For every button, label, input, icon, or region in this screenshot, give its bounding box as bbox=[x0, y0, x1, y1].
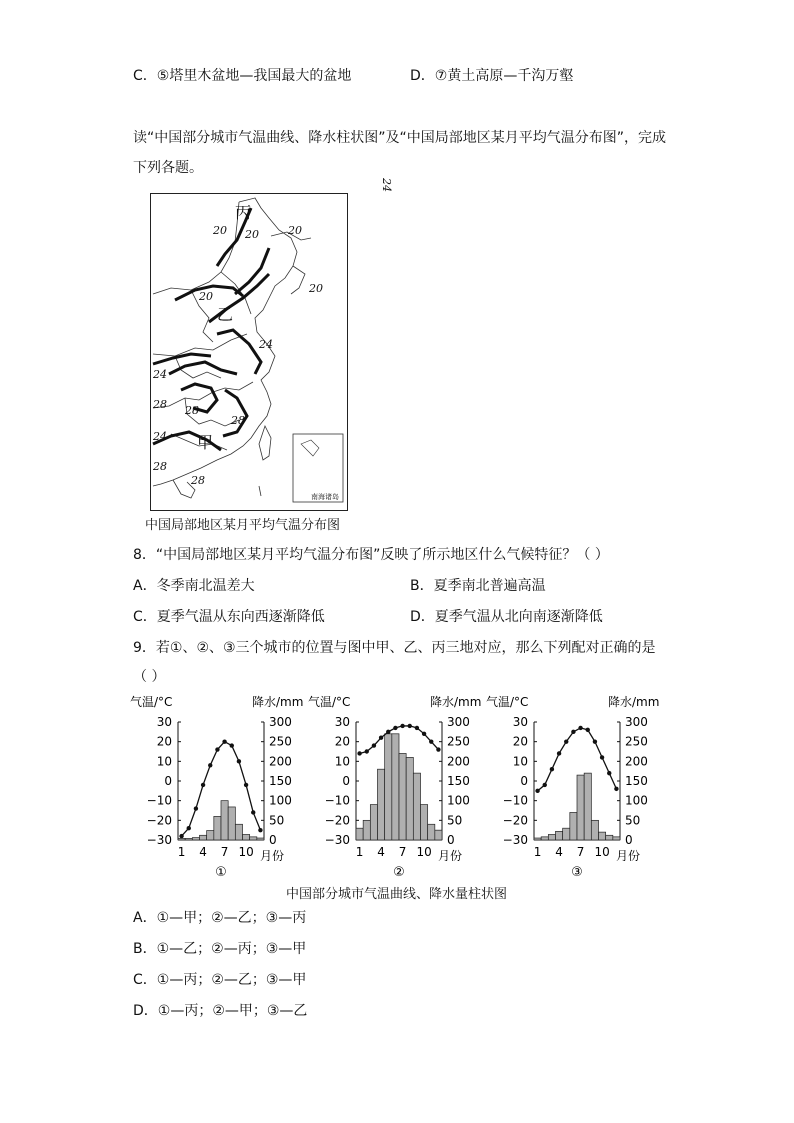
iso-label-28a: 28 bbox=[153, 398, 167, 411]
tick-label-left: −10 bbox=[324, 793, 350, 808]
temperature-point bbox=[550, 767, 554, 771]
precipitation-bar bbox=[556, 831, 563, 840]
temperature-point bbox=[614, 787, 618, 791]
x-tick-label: 4 bbox=[377, 845, 385, 859]
precipitation-bar bbox=[356, 828, 363, 840]
temperature-point bbox=[201, 783, 205, 787]
precipitation-bar bbox=[591, 820, 598, 840]
tick-label-right: 100 bbox=[625, 793, 648, 808]
temperature-point bbox=[372, 743, 376, 747]
y-axis-label-right: 降水/mm bbox=[252, 695, 304, 709]
precipitation-bar bbox=[200, 835, 207, 840]
tick-label-right: 250 bbox=[625, 734, 648, 749]
x-axis-label: 月份 bbox=[616, 849, 641, 863]
precipitation-bar bbox=[207, 831, 214, 840]
precipitation-bar bbox=[584, 773, 591, 840]
map-outline bbox=[153, 198, 311, 498]
q9-option-c: C．①—丙；②—乙；③—甲 bbox=[133, 972, 307, 988]
precipitation-bar bbox=[228, 807, 235, 840]
precipitation-bar bbox=[185, 838, 192, 840]
q8-stem: 8．“中国局部地区某月平均气温分布图”反映了所示地区什么气候特征？（ ） bbox=[133, 547, 609, 563]
tick-label-right: 100 bbox=[447, 793, 470, 808]
tick-label-left: 20 bbox=[334, 734, 350, 749]
iso-label-28b: 28 bbox=[185, 404, 199, 417]
tick-label-right: 50 bbox=[625, 813, 641, 828]
tick-label-right: 300 bbox=[447, 715, 470, 729]
tick-label-left: −30 bbox=[324, 833, 350, 847]
tick-label-right: 50 bbox=[447, 813, 463, 828]
y-axis-label-left: 气温/°C bbox=[486, 695, 529, 709]
temperature-point bbox=[415, 726, 419, 730]
x-tick-label: 1 bbox=[355, 845, 364, 859]
tick-label-left: 0 bbox=[164, 774, 172, 788]
temperature-point bbox=[422, 732, 426, 736]
precipitation-bar bbox=[370, 805, 377, 840]
tick-label-right: 150 bbox=[269, 774, 292, 788]
tick-label-right: 0 bbox=[447, 833, 455, 847]
temperature-point bbox=[258, 828, 262, 832]
precipitation-bar bbox=[613, 837, 620, 840]
tick-label-left: 30 bbox=[334, 715, 350, 729]
chart-number-label: ② bbox=[393, 865, 405, 880]
tick-label-left: −20 bbox=[324, 813, 350, 828]
precipitation-bar bbox=[399, 753, 406, 840]
y-axis-label-left: 气温/°C bbox=[308, 695, 351, 709]
iso-label-28e: 28 bbox=[191, 474, 205, 487]
temperature-point bbox=[564, 739, 568, 743]
x-tick-label: 7 bbox=[576, 845, 585, 859]
temperature-point bbox=[393, 726, 397, 730]
temperature-point bbox=[379, 736, 383, 740]
tick-label-right: 150 bbox=[447, 774, 470, 788]
x-tick-label: 10 bbox=[238, 845, 254, 859]
precipitation-bar bbox=[606, 835, 613, 840]
tick-label-left: −30 bbox=[502, 833, 528, 847]
precipitation-bar bbox=[435, 830, 442, 840]
precipitation-bar bbox=[541, 837, 548, 840]
iso-label-24d: 24 bbox=[153, 430, 167, 443]
iso-label-20c: 20 bbox=[288, 224, 302, 237]
temperature-distribution-map bbox=[150, 178, 393, 511]
intro-line-2: 下列各题。 bbox=[133, 160, 203, 176]
x-axis-label: 月份 bbox=[438, 849, 463, 863]
temperature-point bbox=[429, 739, 433, 743]
temperature-point bbox=[194, 806, 198, 810]
tick-label-left: 10 bbox=[156, 754, 172, 769]
temperature-point bbox=[557, 751, 561, 755]
temperature-point bbox=[586, 728, 590, 732]
temperature-point bbox=[543, 783, 547, 787]
temperature-point bbox=[386, 730, 390, 734]
iso-label-20e: 20 bbox=[199, 290, 213, 303]
map-drawing bbox=[151, 178, 393, 510]
tick-label-left: 10 bbox=[334, 754, 350, 769]
iso-label-24c: 24 bbox=[380, 178, 393, 192]
x-tick-label: 1 bbox=[177, 845, 186, 859]
precipitation-bar bbox=[214, 816, 221, 840]
precipitation-bar bbox=[563, 828, 570, 840]
temperature-point bbox=[578, 726, 582, 730]
isotherms bbox=[153, 208, 269, 450]
temperature-point bbox=[571, 730, 575, 734]
temperature-point bbox=[593, 739, 597, 743]
precipitation-bar bbox=[378, 769, 385, 840]
temperature-point bbox=[607, 771, 611, 775]
precipitation-bar bbox=[235, 824, 242, 840]
chart-number-label: ③ bbox=[571, 865, 583, 880]
x-tick-label: 7 bbox=[398, 845, 407, 859]
intro-line-1: 读“中国部分城市气温曲线、降水柱状图”及“中国局部地区某月平均气温分布图”，完成 bbox=[133, 130, 667, 146]
q8-option-a: A．冬季南北温差大 bbox=[133, 578, 255, 594]
precipitation-bar bbox=[548, 834, 555, 840]
precipitation-bar bbox=[421, 805, 428, 840]
tick-label-left: −20 bbox=[502, 813, 528, 828]
precipitation-bar bbox=[363, 820, 370, 840]
iso-label-20a: 20 bbox=[213, 224, 227, 237]
y-axis-label-right: 降水/mm bbox=[430, 695, 482, 709]
temperature-point bbox=[215, 747, 219, 751]
precipitation-bar bbox=[192, 838, 199, 840]
x-tick-label: 10 bbox=[594, 845, 610, 859]
tick-label-left: 0 bbox=[342, 774, 350, 788]
south-china-sea-inset bbox=[293, 434, 343, 502]
x-tick-label: 10 bbox=[416, 845, 432, 859]
iso-label-24a: 24 bbox=[259, 338, 273, 351]
precipitation-bar bbox=[178, 838, 185, 840]
precipitation-bar bbox=[221, 801, 228, 840]
map-label-bing: 丙 bbox=[235, 203, 252, 222]
prev-option-d: D．⑦黄土高原—千沟万壑 bbox=[410, 68, 574, 84]
temperature-point bbox=[408, 724, 412, 728]
q8-option-d: D．夏季气温从北向南逐渐降低 bbox=[410, 609, 603, 625]
q8-option-b: B．夏季南北普遍高温 bbox=[410, 578, 546, 594]
tick-label-left: 20 bbox=[512, 734, 528, 749]
temperature-point bbox=[357, 751, 361, 755]
q9-option-b: B．①—乙；②—丙；③—甲 bbox=[133, 941, 307, 957]
temperature-point bbox=[179, 834, 183, 838]
tick-label-left: 0 bbox=[520, 774, 528, 788]
iso-label-28d: 28 bbox=[153, 460, 167, 473]
temperature-point bbox=[436, 747, 440, 751]
map-caption: 中国局部地区某月平均气温分布图 bbox=[145, 518, 341, 533]
tick-label-right: 200 bbox=[447, 754, 470, 769]
precipitation-bar bbox=[534, 838, 541, 840]
iso-label-20b: 20 bbox=[245, 228, 259, 241]
tick-label-left: −30 bbox=[146, 833, 172, 847]
precipitation-bar bbox=[385, 734, 392, 840]
precipitation-bar bbox=[413, 773, 420, 840]
q9-option-a: A．①—甲；②—乙；③—丙 bbox=[133, 910, 307, 926]
y-axis-label-right: 降水/mm bbox=[608, 695, 660, 709]
temperature-point bbox=[251, 810, 255, 814]
tick-label-right: 150 bbox=[625, 774, 648, 788]
temperature-point bbox=[400, 724, 404, 728]
prev-option-c: C．⑤塔里木盆地—我国最大的盆地 bbox=[133, 68, 352, 84]
temperature-point bbox=[244, 783, 248, 787]
temperature-point bbox=[535, 789, 539, 793]
x-tick-label: 4 bbox=[199, 845, 207, 859]
iso-label-20d: 20 bbox=[309, 282, 323, 295]
tick-label-right: 300 bbox=[625, 715, 648, 729]
precipitation-bar bbox=[599, 832, 606, 840]
x-axis-label: 月份 bbox=[260, 849, 285, 863]
temperature-point bbox=[600, 755, 604, 759]
tick-label-right: 250 bbox=[447, 734, 470, 749]
precipitation-bar bbox=[406, 757, 413, 840]
map-label-yi: 乙 bbox=[217, 305, 234, 324]
precipitation-bar bbox=[577, 775, 584, 840]
y-axis-label-left: 气温/°C bbox=[130, 695, 173, 709]
chart-number-label: ① bbox=[215, 865, 227, 880]
inset-label: 南海诸岛 bbox=[311, 493, 339, 501]
tick-label-left: 20 bbox=[156, 734, 172, 749]
temperature-point bbox=[365, 749, 369, 753]
temperature-point bbox=[208, 763, 212, 767]
x-tick-label: 1 bbox=[533, 845, 542, 859]
charts-caption: 中国部分城市气温曲线、降水量柱状图 bbox=[286, 887, 508, 902]
iso-label-28c: 28 bbox=[231, 414, 245, 427]
temperature-point bbox=[230, 743, 234, 747]
tick-label-left: −20 bbox=[146, 813, 172, 828]
precipitation-bar bbox=[570, 812, 577, 840]
tick-label-left: 30 bbox=[156, 715, 172, 729]
tick-label-left: −10 bbox=[146, 793, 172, 808]
tick-label-left: 10 bbox=[512, 754, 528, 769]
tick-label-left: −10 bbox=[502, 793, 528, 808]
tick-label-right: 200 bbox=[269, 754, 292, 769]
q9-option-d: D．①—丙；②—甲；③—乙 bbox=[133, 1003, 308, 1019]
tick-label-right: 200 bbox=[625, 754, 648, 769]
precipitation-bar bbox=[250, 837, 257, 840]
q9-stem-bracket: （ ） bbox=[133, 669, 166, 685]
x-tick-label: 7 bbox=[220, 845, 229, 859]
q9-stem: 9．若①、②、③三个城市的位置与图中甲、乙、丙三地对应，那么下列配对正确的是 bbox=[133, 640, 656, 656]
x-tick-label: 4 bbox=[555, 845, 563, 859]
map-label-jia: 甲 bbox=[197, 433, 214, 452]
tick-label-right: 250 bbox=[269, 734, 292, 749]
tick-label-right: 100 bbox=[269, 793, 292, 808]
temperature-point bbox=[222, 739, 226, 743]
temperature-point bbox=[187, 826, 191, 830]
tick-label-left: 30 bbox=[512, 715, 528, 729]
tick-label-right: 0 bbox=[625, 833, 633, 847]
precipitation-bar bbox=[257, 838, 264, 840]
temperature-point bbox=[237, 759, 241, 763]
precipitation-bar bbox=[428, 824, 435, 840]
q8-option-c: C．夏季气温从东向西逐渐降低 bbox=[133, 609, 325, 625]
climate-charts bbox=[130, 692, 670, 880]
precipitation-bar bbox=[392, 734, 399, 840]
tick-label-right: 50 bbox=[269, 813, 285, 828]
precipitation-bar bbox=[243, 834, 250, 840]
tick-label-right: 300 bbox=[269, 715, 292, 729]
tick-label-right: 0 bbox=[269, 833, 277, 847]
iso-label-24b: 24 bbox=[153, 368, 167, 381]
